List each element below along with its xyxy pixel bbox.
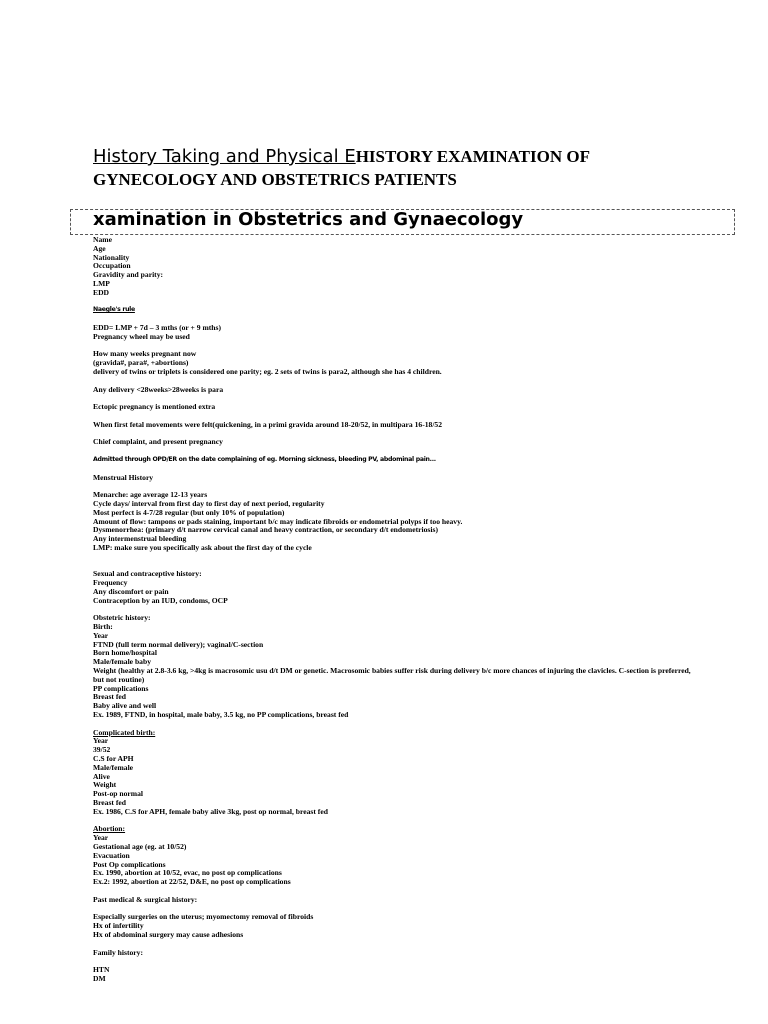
blank-line [93, 940, 703, 949]
text-line: LMP [93, 278, 110, 288]
text-line: 39/52 [93, 745, 111, 755]
text-line: Obstetric history: [93, 613, 151, 623]
text-line: Family history: [93, 947, 143, 957]
boxed-section-title: xamination in Obstetrics and Gynaecology [93, 209, 524, 230]
text-line: Chief complaint, and present pregnancy [93, 437, 223, 447]
text-line: LMP: make sure you specifically ask about the first day of the cycle [93, 542, 312, 552]
text-line: Male/female baby [93, 657, 151, 667]
text-line: Year [93, 630, 109, 640]
blank-line [93, 447, 703, 456]
text-line: Menstrual History [93, 472, 154, 482]
text-line: When first fetal movements were felt(quickening, in a primi gravida around 18-20/52, in multipara 16-18/52 [93, 419, 443, 429]
text-line: Hx of abdominal surgery may cause adhesions [93, 929, 244, 939]
text-line: Any delivery <28weeks>28weeks is para [93, 384, 224, 394]
text-line: EDD= LMP + 7d – 3 mths (or + 9 mths) [93, 322, 222, 332]
text-line: Hx of infertility [93, 921, 144, 931]
text-line: Name [93, 235, 112, 244]
text-line: Age [93, 243, 106, 253]
text-line: Naegle's rule [93, 306, 135, 314]
text-line: Baby alive and well [93, 701, 157, 711]
text-line: Past medical & surgical history: [93, 894, 198, 904]
text-line: Weight [93, 780, 117, 790]
blank-line [93, 817, 703, 826]
text-line: Ex.2: 1992, abortion at 22/52, D&E, no post op complications [93, 877, 291, 887]
text-line: delivery of twins or triplets is considered one parity; eg. 2 sets of twins is para2, although she has 4 children. [93, 366, 442, 376]
text-line: Male/female [93, 762, 134, 772]
text-line: Frequency [93, 578, 128, 588]
text-line: Abortion: [93, 824, 126, 834]
text-line: Admitted through OPD/ER on the date complaining of eg. Morning sickness, bleeding PV, abdominal pain... [93, 455, 436, 463]
text-line: Any discomfort or pain [93, 586, 169, 596]
text-line: Gravidity and parity: [93, 270, 164, 280]
text-line: Ex. 1990, abortion at 10/52, evac, no post op complications [93, 868, 282, 878]
blank-line [93, 720, 703, 729]
text-line: EDD [93, 287, 110, 297]
text-line: FTND (full term normal delivery); vaginal/C-section [93, 639, 264, 649]
text-line: Year [93, 736, 109, 746]
text-line: PP complications [93, 683, 149, 693]
blank-line [93, 298, 703, 307]
text-line: Year [93, 833, 109, 843]
text-line: Evacuation [93, 850, 130, 860]
text-line: Amount of flow: tampons or pads staining, important b/c may indicate fibroids or endometrial polyps if too heavy. [93, 516, 463, 526]
document-title-line-1 [93, 146, 590, 167]
blank-line [93, 465, 703, 474]
text-line: Complicated birth: [93, 727, 156, 737]
text-line: Ex. 1986, C.S for APH, female baby alive 3kg, post op normal, breast fed [93, 806, 328, 816]
text-line: Born home/hospital [93, 648, 157, 658]
text-line: Weight (healthy at 2.8-3.6 kg, >4kg is macrosomic usu d/t DM or genetic. Macrosomic babies suffer risk during delivery b/c more chances of injuring the clavicles. C-section is preferred, but not routine) [93, 666, 691, 684]
blank-line [93, 957, 703, 966]
text-line: Ex. 1989, FTND, in hospital, male baby, 3.5 kg, no PP complications, breast fed [93, 710, 349, 720]
text-line: Ectopic pregnancy is mentioned extra [93, 402, 216, 412]
text-line: Breast fed [93, 798, 126, 807]
text-line: Alive [93, 771, 110, 781]
text-line: Sexual and contraceptive history: [93, 569, 202, 579]
text-line: Menarche: age average 12-13 years [93, 490, 208, 500]
document-body [93, 236, 703, 984]
text-line: Occupation [93, 261, 131, 271]
text-line: Post Op complications [93, 859, 166, 869]
text-line: Breast fed [93, 692, 126, 702]
text-line: C.S for APH [93, 754, 134, 764]
text-line: Birth: [93, 622, 113, 632]
document-title-line-2: GYNECOLOGY AND OBSTETRICS PATIENTS [93, 170, 457, 189]
blank-line [93, 553, 703, 562]
text-line: Gestational age (eg. at 10/52) [93, 841, 187, 851]
text-line: DM [93, 973, 106, 983]
title-part-2: HISTORY EXAMINATION OF [355, 147, 590, 166]
text-line: (gravida#, para#, +abortions) [93, 358, 189, 368]
text-line: Pregnancy wheel may be used [93, 331, 190, 341]
text-line: Contraception by an IUD, condoms, OCP [93, 595, 228, 605]
text-line: HTN [93, 965, 110, 975]
text-line: Especially surgeries on the uterus; myomectomy removal of fibroids [93, 912, 314, 922]
text-line: Most perfect is 4-7/28 regular (but only 10% of population) [93, 507, 285, 517]
text-line: How many weeks pregnant now [93, 349, 197, 359]
blank-line [93, 605, 703, 614]
text-line: Nationality [93, 252, 130, 262]
title-part-1: History Taking and Physical E [93, 146, 356, 167]
text-line: Any intermenstrual bleeding [93, 534, 187, 544]
text-line: Cycle days/ interval from first day to first day of next period, regularity [93, 498, 325, 508]
text-line: Dysmenorrhea: (primary d/t narrow cervical canal and heavy contraction, or secondary d/t endometriosis) [93, 525, 438, 535]
text-line: Post-op normal [93, 789, 143, 799]
